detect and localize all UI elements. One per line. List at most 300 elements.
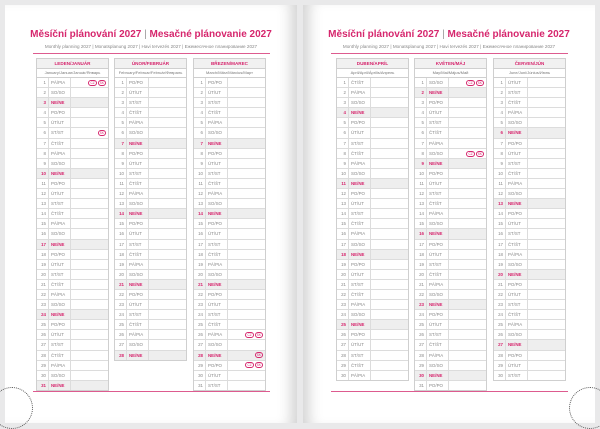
- notes-cell[interactable]: [149, 128, 186, 137]
- notes-cell[interactable]: [228, 88, 265, 97]
- notes-cell[interactable]: [528, 88, 565, 97]
- day-row[interactable]: [37, 270, 108, 280]
- notes-cell[interactable]: [449, 88, 486, 97]
- notes-cell[interactable]: [528, 128, 565, 137]
- day-row[interactable]: [415, 159, 486, 169]
- notes-cell[interactable]: [528, 340, 565, 349]
- notes-cell[interactable]: [71, 310, 108, 319]
- notes-cell[interactable]: [528, 199, 565, 208]
- day-row[interactable]: [194, 118, 265, 128]
- day-row[interactable]: [337, 371, 408, 380]
- day-row[interactable]: [37, 381, 108, 390]
- day-row[interactable]: [337, 159, 408, 169]
- day-row[interactable]: [37, 88, 108, 98]
- day-row[interactable]: [37, 280, 108, 290]
- day-row[interactable]: [494, 229, 565, 239]
- notes-cell[interactable]: [228, 250, 265, 259]
- notes-cell[interactable]: [228, 240, 265, 249]
- day-row[interactable]: [415, 189, 486, 199]
- notes-cell[interactable]: [449, 139, 486, 148]
- notes-cell[interactable]: [228, 290, 265, 299]
- day-row[interactable]: [494, 199, 565, 209]
- notes-cell[interactable]: [528, 98, 565, 107]
- notes-cell[interactable]: [528, 139, 565, 148]
- notes-cell[interactable]: [371, 219, 408, 228]
- day-row[interactable]: [37, 290, 108, 300]
- notes-cell[interactable]: [371, 351, 408, 360]
- notes-cell[interactable]: [228, 78, 265, 87]
- notes-cell[interactable]: [71, 118, 108, 127]
- notes-cell[interactable]: [528, 351, 565, 360]
- day-row[interactable]: [415, 98, 486, 108]
- notes-cell[interactable]: [371, 361, 408, 370]
- notes-cell[interactable]: [149, 270, 186, 279]
- notes-cell[interactable]: [528, 189, 565, 198]
- notes-cell[interactable]: [528, 240, 565, 249]
- notes-cell[interactable]: [371, 88, 408, 97]
- notes-cell[interactable]: [528, 149, 565, 158]
- notes-cell[interactable]: [71, 300, 108, 309]
- day-row[interactable]: [337, 88, 408, 98]
- day-row[interactable]: [337, 128, 408, 138]
- day-row[interactable]: [194, 290, 265, 300]
- day-row[interactable]: [415, 310, 486, 320]
- notes-cell[interactable]: [149, 199, 186, 208]
- notes-cell[interactable]: [228, 179, 265, 188]
- notes-cell[interactable]: [149, 179, 186, 188]
- notes-cell[interactable]: [71, 330, 108, 339]
- day-row[interactable]: [494, 179, 565, 189]
- day-row[interactable]: [194, 240, 265, 250]
- notes-cell[interactable]: [449, 118, 486, 127]
- notes-cell[interactable]: [371, 199, 408, 208]
- day-row[interactable]: [37, 179, 108, 189]
- day-row[interactable]: [194, 88, 265, 98]
- notes-cell[interactable]: [528, 108, 565, 117]
- day-row[interactable]: [115, 78, 186, 88]
- day-row[interactable]: [194, 199, 265, 209]
- notes-cell[interactable]: [371, 240, 408, 249]
- notes-cell[interactable]: [149, 300, 186, 309]
- notes-cell[interactable]: [371, 179, 408, 188]
- notes-cell[interactable]: [528, 320, 565, 329]
- day-row[interactable]: [494, 149, 565, 159]
- day-row[interactable]: [415, 149, 486, 159]
- notes-cell[interactable]: [149, 118, 186, 127]
- notes-cell[interactable]: [149, 320, 186, 329]
- day-row[interactable]: [37, 139, 108, 149]
- notes-cell[interactable]: [149, 88, 186, 97]
- notes-cell[interactable]: [449, 149, 486, 158]
- day-row[interactable]: [194, 209, 265, 219]
- notes-cell[interactable]: [149, 310, 186, 319]
- day-row[interactable]: [494, 300, 565, 310]
- notes-cell[interactable]: [371, 371, 408, 380]
- notes-cell[interactable]: [449, 199, 486, 208]
- day-row[interactable]: [37, 209, 108, 219]
- day-row[interactable]: [115, 320, 186, 330]
- notes-cell[interactable]: [528, 219, 565, 228]
- notes-cell[interactable]: [528, 209, 565, 218]
- notes-cell[interactable]: [228, 270, 265, 279]
- day-row[interactable]: [415, 179, 486, 189]
- notes-cell[interactable]: [228, 320, 265, 329]
- notes-cell[interactable]: [449, 169, 486, 178]
- day-row[interactable]: [337, 189, 408, 199]
- day-row[interactable]: [415, 290, 486, 300]
- notes-cell[interactable]: [149, 159, 186, 168]
- day-row[interactable]: [115, 229, 186, 239]
- day-row[interactable]: [415, 139, 486, 149]
- day-row[interactable]: [494, 189, 565, 199]
- day-row[interactable]: [194, 351, 265, 361]
- notes-cell[interactable]: [449, 290, 486, 299]
- notes-cell[interactable]: [371, 98, 408, 107]
- notes-cell[interactable]: [149, 78, 186, 87]
- notes-cell[interactable]: [149, 340, 186, 349]
- notes-cell[interactable]: [149, 290, 186, 299]
- day-row[interactable]: [115, 169, 186, 179]
- notes-cell[interactable]: [449, 78, 486, 87]
- notes-cell[interactable]: [149, 280, 186, 289]
- notes-cell[interactable]: [528, 280, 565, 289]
- notes-cell[interactable]: [449, 229, 486, 238]
- day-row[interactable]: [415, 128, 486, 138]
- day-row[interactable]: [37, 199, 108, 209]
- day-row[interactable]: [494, 320, 565, 330]
- notes-cell[interactable]: [228, 118, 265, 127]
- day-row[interactable]: [337, 98, 408, 108]
- notes-cell[interactable]: [228, 340, 265, 349]
- day-row[interactable]: [415, 209, 486, 219]
- day-row[interactable]: [337, 260, 408, 270]
- notes-cell[interactable]: [228, 300, 265, 309]
- notes-cell[interactable]: [449, 240, 486, 249]
- day-row[interactable]: [337, 300, 408, 310]
- notes-cell[interactable]: [449, 340, 486, 349]
- day-row[interactable]: [494, 78, 565, 88]
- notes-cell[interactable]: [149, 330, 186, 339]
- day-row[interactable]: [494, 88, 565, 98]
- day-row[interactable]: [194, 78, 265, 88]
- day-row[interactable]: [337, 199, 408, 209]
- notes-cell[interactable]: [71, 179, 108, 188]
- day-row[interactable]: [194, 128, 265, 138]
- day-row[interactable]: [194, 139, 265, 149]
- notes-cell[interactable]: [371, 159, 408, 168]
- day-row[interactable]: [337, 78, 408, 88]
- notes-cell[interactable]: [149, 209, 186, 218]
- day-row[interactable]: [494, 169, 565, 179]
- day-row[interactable]: [194, 270, 265, 280]
- notes-cell[interactable]: [71, 219, 108, 228]
- notes-cell[interactable]: [371, 209, 408, 218]
- notes-cell[interactable]: [528, 159, 565, 168]
- day-row[interactable]: [194, 219, 265, 229]
- notes-cell[interactable]: [371, 78, 408, 87]
- notes-cell[interactable]: [371, 260, 408, 269]
- notes-cell[interactable]: [228, 260, 265, 269]
- notes-cell[interactable]: [71, 209, 108, 218]
- day-row[interactable]: [115, 128, 186, 138]
- day-row[interactable]: [194, 280, 265, 290]
- day-row[interactable]: [115, 260, 186, 270]
- notes-cell[interactable]: [228, 361, 265, 370]
- notes-cell[interactable]: [71, 290, 108, 299]
- day-row[interactable]: [337, 330, 408, 340]
- day-row[interactable]: [415, 219, 486, 229]
- notes-cell[interactable]: [71, 189, 108, 198]
- day-row[interactable]: [494, 209, 565, 219]
- day-row[interactable]: [337, 270, 408, 280]
- day-row[interactable]: [337, 310, 408, 320]
- day-row[interactable]: [337, 320, 408, 330]
- day-row[interactable]: [494, 280, 565, 290]
- day-row[interactable]: [337, 179, 408, 189]
- notes-cell[interactable]: [528, 260, 565, 269]
- day-row[interactable]: [337, 280, 408, 290]
- day-row[interactable]: [115, 98, 186, 108]
- notes-cell[interactable]: [71, 260, 108, 269]
- notes-cell[interactable]: [371, 310, 408, 319]
- day-row[interactable]: [115, 310, 186, 320]
- notes-cell[interactable]: [371, 118, 408, 127]
- notes-cell[interactable]: [149, 229, 186, 238]
- day-row[interactable]: [415, 280, 486, 290]
- notes-cell[interactable]: [449, 330, 486, 339]
- day-row[interactable]: [494, 98, 565, 108]
- notes-cell[interactable]: [228, 371, 265, 380]
- notes-cell[interactable]: [149, 98, 186, 107]
- day-row[interactable]: [115, 270, 186, 280]
- day-row[interactable]: [337, 219, 408, 229]
- day-row[interactable]: [494, 330, 565, 340]
- day-row[interactable]: [415, 118, 486, 128]
- day-row[interactable]: [337, 250, 408, 260]
- day-row[interactable]: [415, 330, 486, 340]
- day-row[interactable]: [115, 290, 186, 300]
- notes-cell[interactable]: [371, 149, 408, 158]
- notes-cell[interactable]: [449, 260, 486, 269]
- day-row[interactable]: [494, 310, 565, 320]
- day-row[interactable]: [37, 310, 108, 320]
- day-row[interactable]: [494, 139, 565, 149]
- day-row[interactable]: [115, 199, 186, 209]
- day-row[interactable]: [337, 351, 408, 361]
- day-row[interactable]: [415, 229, 486, 239]
- notes-cell[interactable]: [228, 128, 265, 137]
- day-row[interactable]: [415, 340, 486, 350]
- day-row[interactable]: [115, 149, 186, 159]
- notes-cell[interactable]: [71, 371, 108, 380]
- notes-cell[interactable]: [71, 149, 108, 158]
- day-row[interactable]: [415, 250, 486, 260]
- notes-cell[interactable]: [371, 340, 408, 349]
- day-row[interactable]: [494, 219, 565, 229]
- notes-cell[interactable]: [449, 310, 486, 319]
- notes-cell[interactable]: [71, 199, 108, 208]
- notes-cell[interactable]: [228, 351, 265, 360]
- notes-cell[interactable]: [371, 320, 408, 329]
- notes-cell[interactable]: [228, 159, 265, 168]
- notes-cell[interactable]: [228, 169, 265, 178]
- notes-cell[interactable]: [449, 371, 486, 380]
- day-row[interactable]: [337, 240, 408, 250]
- day-row[interactable]: [37, 351, 108, 361]
- day-row[interactable]: [415, 300, 486, 310]
- day-row[interactable]: [115, 300, 186, 310]
- day-row[interactable]: [194, 108, 265, 118]
- notes-cell[interactable]: [449, 98, 486, 107]
- day-row[interactable]: [37, 108, 108, 118]
- notes-cell[interactable]: [449, 219, 486, 228]
- notes-cell[interactable]: [528, 229, 565, 238]
- day-row[interactable]: [115, 118, 186, 128]
- day-row[interactable]: [194, 330, 265, 340]
- day-row[interactable]: [415, 260, 486, 270]
- day-row[interactable]: [115, 250, 186, 260]
- day-row[interactable]: [194, 250, 265, 260]
- notes-cell[interactable]: [71, 381, 108, 390]
- day-row[interactable]: [37, 330, 108, 340]
- day-row[interactable]: [337, 149, 408, 159]
- day-row[interactable]: [115, 88, 186, 98]
- notes-cell[interactable]: [71, 351, 108, 360]
- notes-cell[interactable]: [528, 310, 565, 319]
- notes-cell[interactable]: [371, 250, 408, 259]
- notes-cell[interactable]: [149, 219, 186, 228]
- day-row[interactable]: [337, 290, 408, 300]
- notes-cell[interactable]: [71, 108, 108, 117]
- notes-cell[interactable]: [449, 189, 486, 198]
- notes-cell[interactable]: [149, 260, 186, 269]
- day-row[interactable]: [415, 108, 486, 118]
- notes-cell[interactable]: [228, 229, 265, 238]
- notes-cell[interactable]: [71, 320, 108, 329]
- day-row[interactable]: [337, 169, 408, 179]
- day-row[interactable]: [37, 320, 108, 330]
- notes-cell[interactable]: [228, 381, 265, 390]
- notes-cell[interactable]: [371, 139, 408, 148]
- notes-cell[interactable]: [149, 240, 186, 249]
- notes-cell[interactable]: [228, 219, 265, 228]
- day-row[interactable]: [415, 320, 486, 330]
- day-row[interactable]: [115, 108, 186, 118]
- day-row[interactable]: [37, 240, 108, 250]
- day-row[interactable]: [337, 229, 408, 239]
- notes-cell[interactable]: [149, 351, 186, 360]
- day-row[interactable]: [115, 189, 186, 199]
- notes-cell[interactable]: [149, 250, 186, 259]
- day-row[interactable]: [115, 280, 186, 290]
- notes-cell[interactable]: [71, 88, 108, 97]
- notes-cell[interactable]: [71, 361, 108, 370]
- notes-cell[interactable]: [71, 139, 108, 148]
- notes-cell[interactable]: [528, 250, 565, 259]
- day-row[interactable]: [194, 340, 265, 350]
- notes-cell[interactable]: [449, 250, 486, 259]
- day-row[interactable]: [115, 209, 186, 219]
- notes-cell[interactable]: [149, 149, 186, 158]
- day-row[interactable]: [37, 340, 108, 350]
- notes-cell[interactable]: [71, 229, 108, 238]
- day-row[interactable]: [494, 361, 565, 371]
- notes-cell[interactable]: [449, 320, 486, 329]
- day-row[interactable]: [494, 340, 565, 350]
- day-row[interactable]: [194, 361, 265, 371]
- day-row[interactable]: [194, 310, 265, 320]
- day-row[interactable]: [37, 169, 108, 179]
- day-row[interactable]: [415, 88, 486, 98]
- day-row[interactable]: [337, 108, 408, 118]
- notes-cell[interactable]: [528, 371, 565, 380]
- day-row[interactable]: [37, 260, 108, 270]
- day-row[interactable]: [194, 179, 265, 189]
- notes-cell[interactable]: [228, 310, 265, 319]
- notes-cell[interactable]: [71, 128, 108, 137]
- day-row[interactable]: [415, 351, 486, 361]
- notes-cell[interactable]: [71, 78, 108, 87]
- day-row[interactable]: [115, 351, 186, 360]
- day-row[interactable]: [415, 169, 486, 179]
- day-row[interactable]: [194, 229, 265, 239]
- day-row[interactable]: [494, 351, 565, 361]
- notes-cell[interactable]: [528, 179, 565, 188]
- notes-cell[interactable]: [371, 229, 408, 238]
- day-row[interactable]: [115, 219, 186, 229]
- day-row[interactable]: [337, 209, 408, 219]
- notes-cell[interactable]: [528, 330, 565, 339]
- day-row[interactable]: [194, 169, 265, 179]
- notes-cell[interactable]: [449, 128, 486, 137]
- day-row[interactable]: [194, 189, 265, 199]
- day-row[interactable]: [115, 159, 186, 169]
- notes-cell[interactable]: [371, 300, 408, 309]
- day-row[interactable]: [337, 118, 408, 128]
- day-row[interactable]: [37, 361, 108, 371]
- notes-cell[interactable]: [228, 280, 265, 289]
- notes-cell[interactable]: [449, 179, 486, 188]
- day-row[interactable]: [37, 128, 108, 138]
- notes-cell[interactable]: [449, 280, 486, 289]
- notes-cell[interactable]: [71, 169, 108, 178]
- day-row[interactable]: [194, 159, 265, 169]
- day-row[interactable]: [115, 340, 186, 350]
- day-row[interactable]: [194, 320, 265, 330]
- day-row[interactable]: [37, 149, 108, 159]
- day-row[interactable]: [194, 260, 265, 270]
- notes-cell[interactable]: [228, 189, 265, 198]
- notes-cell[interactable]: [449, 300, 486, 309]
- notes-cell[interactable]: [528, 290, 565, 299]
- notes-cell[interactable]: [71, 240, 108, 249]
- day-row[interactable]: [37, 159, 108, 169]
- day-row[interactable]: [415, 78, 486, 88]
- day-row[interactable]: [115, 179, 186, 189]
- day-row[interactable]: [194, 381, 265, 390]
- day-row[interactable]: [194, 149, 265, 159]
- notes-cell[interactable]: [371, 330, 408, 339]
- notes-cell[interactable]: [371, 128, 408, 137]
- notes-cell[interactable]: [228, 98, 265, 107]
- day-row[interactable]: [494, 270, 565, 280]
- notes-cell[interactable]: [71, 159, 108, 168]
- notes-cell[interactable]: [228, 108, 265, 117]
- notes-cell[interactable]: [371, 108, 408, 117]
- day-row[interactable]: [494, 371, 565, 380]
- day-row[interactable]: [415, 240, 486, 250]
- day-row[interactable]: [415, 381, 486, 390]
